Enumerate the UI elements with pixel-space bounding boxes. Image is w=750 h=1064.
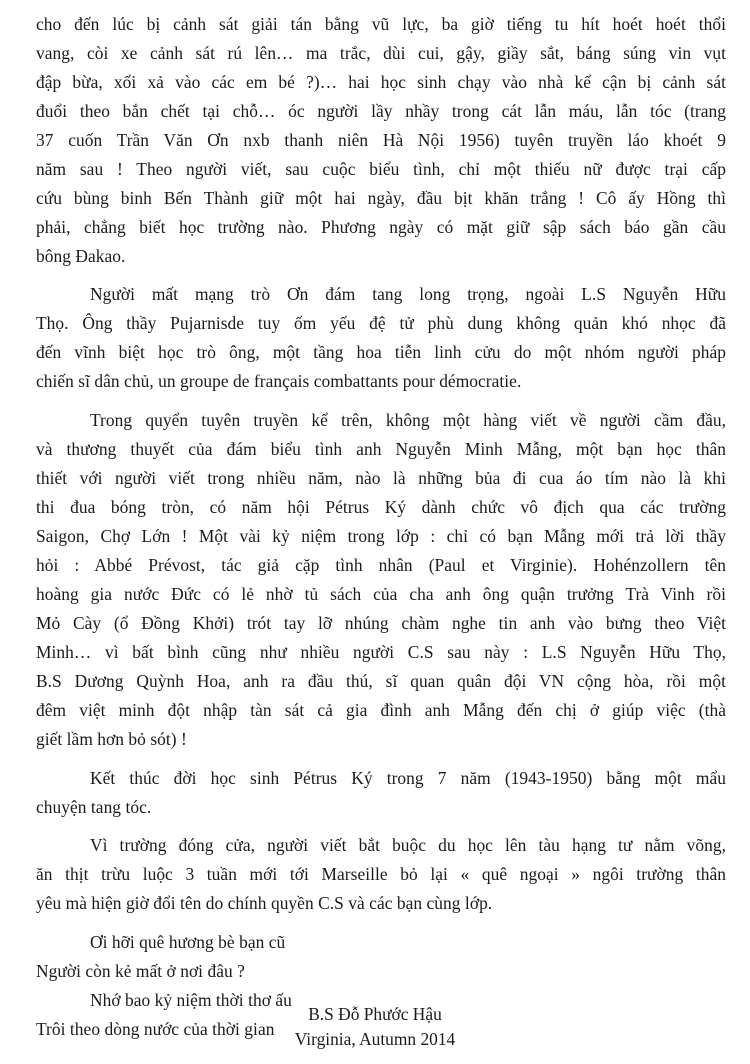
body-line: Vì trường đóng cửa, người viết bắt buộc du học lên tàu hạng tư nằm võng, (90, 835, 726, 855)
body-line: ăn thịt trừu luộc 3 tuần mới tới Marseille bỏ lại « quê ngoại » ngôi trường thân (36, 864, 726, 884)
body-line: phải, chẳng biết học trường nào. Phương ngày có mặt giữ sập sách báo gần cầu (36, 217, 726, 237)
body-line: hỏi : Abbé Prévost, tác giả cặp tình nhân (Paul et Virginie). Hohénzollern tên (36, 555, 726, 575)
body-line: 37 cuốn Trần Văn Ơn nxb thanh niên Hà Nội 1956) tuyên truyền láo khoét 9 (36, 130, 726, 150)
body-line: hoàng gia nước Đức có lẻ nhờ tủ sách của cha anh ông quận trưởng Trà Vinh rồi (36, 584, 726, 604)
body-line: Người mất mạng trò Ơn đám tang long trọng, ngoài L.S Nguyễn Hữu (90, 284, 726, 304)
body-line: Mỏ Cày (ổ Đồng Khởi) trót tay lỡ nhúng chàm nghe tin anh vào bưng theo Việt (36, 613, 726, 633)
body-line: Trong quyển tuyên truyền kể trên, không một hàng viết về người cầm đầu, (90, 410, 726, 430)
body-line: cho đến lúc bị cảnh sát giải tán bằng vũ lực, ba giờ tiếng tu hít hoét hoét thổi (36, 14, 726, 34)
poem-line: Ơi hỡi quê hương bè bạn cũ (90, 932, 286, 952)
body-line: đuổi theo bắn chết tại chỗ… óc người lầy nhầy trong cát lẫn máu, lẫn tóc (trang (36, 101, 726, 121)
body-line: chiến sĩ dân chủ, un groupe de français combattants pour démocratie. (36, 371, 522, 391)
body-line: đập bừa, xối xả vào các em bé ?)… hai học sinh chạy vào nhà kế cận bị cảnh sát (36, 72, 726, 92)
body-line: đến vĩnh biệt học trò ông, một tầng hoa tiễn linh cửu do một nhóm người pháp (36, 342, 726, 362)
body-line: vang, còi xe cảnh sát rú lên… ma trắc, dùi cui, gậy, giầy sắt, báng súng vin vụt (36, 43, 726, 63)
body-line: yêu mà hiện giờ đổi tên do chính quyền C.S và các bạn cùng lớp. (36, 893, 493, 913)
body-line: thi đua bóng tròn, có năm hội Pétrus Ký dành chức vô địch qua các trường (36, 497, 726, 517)
body-line: Minh… vì bất bình cũng như nhiều người C.S sau này : L.S Nguyễn Hữu Thọ, (36, 642, 726, 662)
body-line: Thọ. Ông thầy Pujarnisde tuy ốm yếu đệ tử phù dung không quản khó nhọc đã (36, 313, 726, 333)
poem-line: Người còn kẻ mất ở nơi đâu ? (36, 961, 245, 981)
body-line: và thương thuyết của đám biểu tình anh Nguyễn Minh Mẫng, một bạn học thân (36, 439, 726, 459)
signature-place-date: Virginia, Autumn 2014 (294, 1029, 456, 1049)
poem-line: Nhớ bao kỷ niệm thời thơ ấu (90, 990, 292, 1010)
body-line: B.S Dương Quỳnh Hoa, anh ra đầu thú, sĩ quan quân đội VN cộng hòa, rồi một (36, 671, 726, 691)
body-line: chuyện tang tóc. (36, 797, 152, 817)
body-line: bông Đakao. (36, 246, 126, 266)
body-line: đêm việt minh đột nhập tàn sát cả gia đình anh Mẫng đến chị ở giúp việc (thà (36, 700, 726, 720)
body-line: năm sau ! Theo người viết, sau cuộc biểu tình, chỉ một thiếu nữ được trại cấp (36, 159, 726, 179)
body-line: Saigon, Chợ Lớn ! Một vài kỷ niệm trong lớp : chỉ có bạn Mẫng mới trả lời thầy (36, 526, 726, 546)
author-signature: B.S Đỗ Phước Hậu (308, 1004, 442, 1024)
body-line: giết lầm hơn bỏ sót) ! (36, 729, 187, 749)
poem-line: Trôi theo dòng nước của thời gian (36, 1019, 275, 1039)
body-line: cứu bùng binh Bến Thành giữ một hai ngày, đầu bịt khăn trắng ! Cô ấy Hồng thì (36, 188, 726, 208)
body-line: thiết với người viết trong nhiều năm, nào là những bủa đi cua áo tím nào là khi (36, 468, 726, 488)
body-line: Kết thúc đời học sinh Pétrus Ký trong 7 năm (1943-1950) bằng một mẩu (90, 768, 726, 788)
